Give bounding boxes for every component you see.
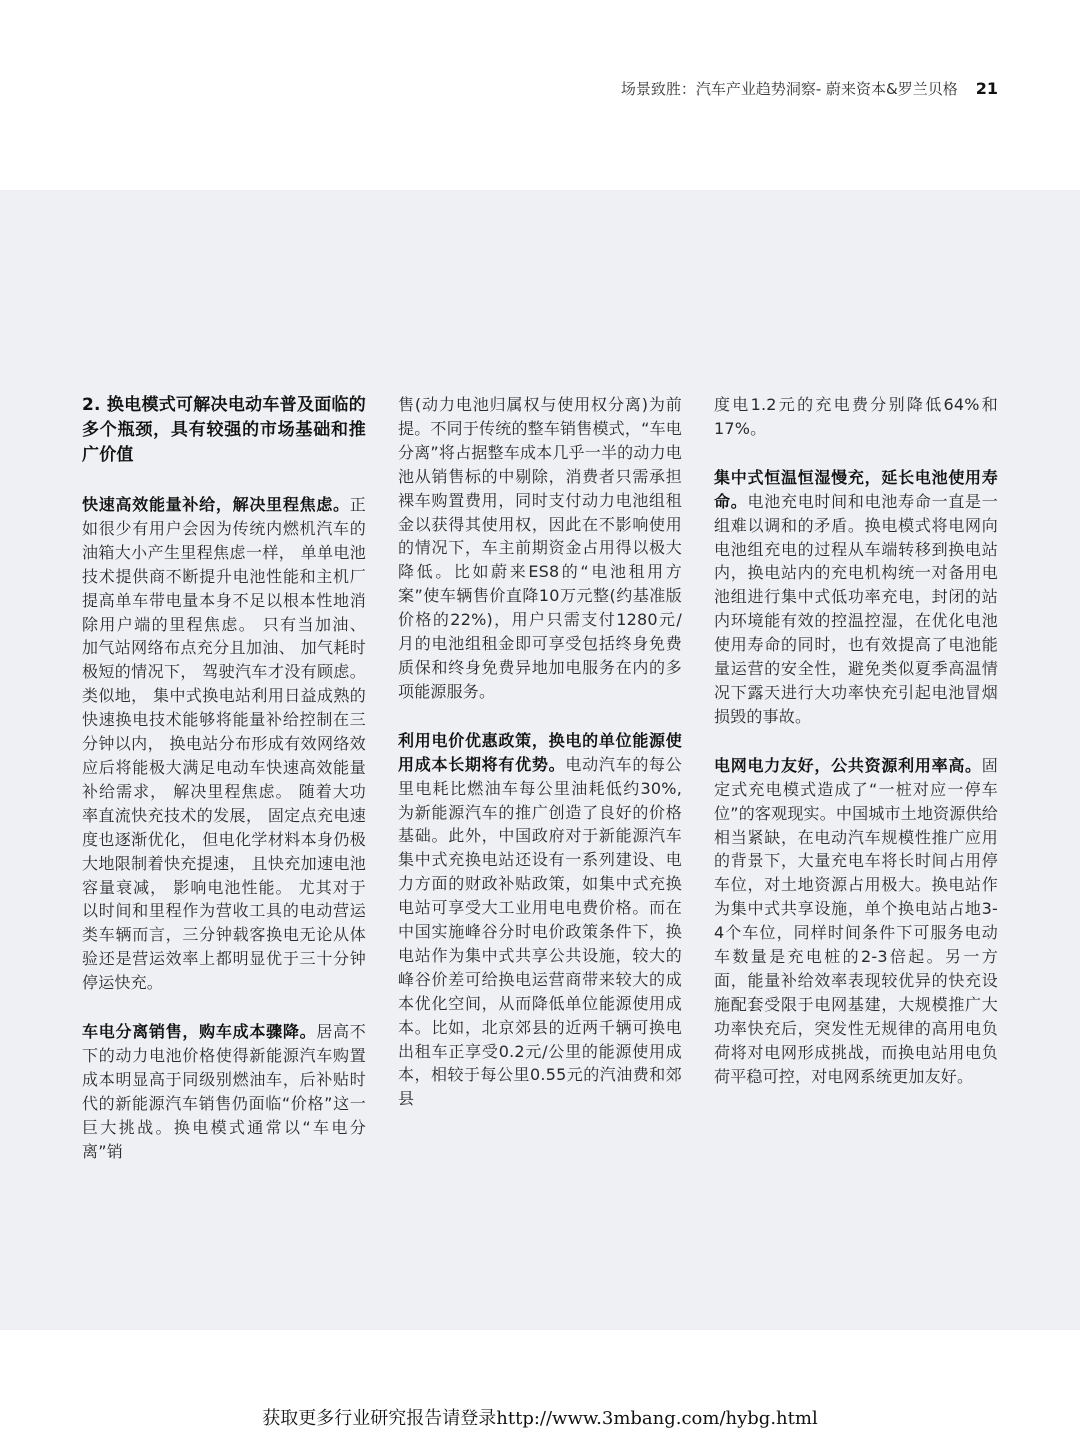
report-title: 场景致胜：汽车产业趋势洞察- 蔚来资本&罗兰贝格 [620, 79, 958, 98]
paragraph-electricity-price [398, 729, 682, 1112]
paragraph-lead: 快速高效能量补给，解决里程焦虑。 [82, 495, 350, 514]
page-number: 21 [975, 78, 998, 98]
paragraph-battery-separation-cont [398, 393, 682, 704]
paragraph-electricity-price-cont [714, 393, 998, 441]
paragraph-lead: 电网电力友好，公共资源利用率高。 [714, 755, 982, 775]
text-column-1 [82, 393, 366, 1188]
paragraph-body: 居高不下的动力电池价格使得新能源汽车购置成本明显高于同级别燃油车，后补贴时代的新能源汽车销售仍面临“价格”这一巨大挑战。换电模式通常以“车电分离”销 [82, 1022, 366, 1161]
paragraph-lead: 车电分离销售，购车成本骤降。 [82, 1022, 317, 1042]
paragraph-lead: 集中式恒温恒湿慢充，延长电池使用寿命。 [714, 467, 998, 511]
paragraph-battery-separation [82, 1020, 366, 1163]
paragraph-grid-friendly [714, 754, 998, 1089]
paragraph-body: 电动汽车的每公里电耗比燃油车每公里油耗低约30%,为新能源汽车的推广创造了良好的价格基础。此外，中国政府对于新能源汽车集中式充换电站还设有一系列建设、电力方面的财政补贴政策，如集中式充换电站可享受大工业用电电费价格。而在中国实施峰谷分时电价政策条件下，换电站作为集中式共享公共设施，较大的峰谷价差可给换电运营商带来较大的成本优化空间，从而降低单位能源使用成本。比如，北京郊县的近两千辆可换电出租车正享受0.2元/公里的能源使用成本，相较于每公里0.55元的汽油费和郊县 [398, 754, 682, 1109]
paragraph-body: 固定式充电模式造成了“一桩对应一停车位”的客观现实。中国城市土地资源供给相当紧缺，在电动汽车规模性推广应用的背景下，大量充电车将长时间占用停车位，对土地资源占用极大。换电站作为集中式共享设施，单个换电站占地3-4个车位，同样时间条件下可服务电动车数量是充电桩的2-3倍起。另一方面，能量补给效率表现较优异的快充设施配套受限于电网基建，大规模推广大功率快充后，突发性无规律的高用电负荷将对电网形成挑战，而换电站用电负荷平稳可控，对电网系统更加友好。 [714, 755, 998, 1086]
paragraph-body: 度电1.2元的充电费分别降低64%和17%。 [714, 395, 998, 438]
footer-link-text: 获取更多行业研究报告请登录http://www.3mbang.com/hybg.html [262, 1408, 818, 1429]
page-header [621, 76, 998, 100]
paragraph-body: 电池充电时间和电池寿命一直是一组难以调和的矛盾。换电模式将电网向电池组充电的过程从车端转移到换电站内，换电站内的充电机构统一对备用电池组进行集中式低功率充电，封闭的站内环境能有效的控温控湿，在优化电池使用寿命的同时，也有效提高了电池能量运营的安全性，避免类似夏季高温情况下露天进行大功率快充引起电池冒烟损毁的事故。 [714, 491, 998, 726]
text-column-2 [398, 393, 682, 1136]
paragraph-body: 正如很少有用户会因为传统内燃机汽车的油箱大小产生里程焦虑一样， 单单电池技术提供商不断提升电池性能和主机厂提高单车带电量本身不足以根本性地消除用户端的里程焦虑。 只有当加油、 加气站网络布点充分且加油、 加气耗时极短的情况下， 驾驶汽车才没有顾虑。 类似地， 集中式换电站利用日益成熟的快速换电技术能够将能量补给控制在三分钟以内， 换电站分布形成有效网络效应后将能极大满足电动车快速高效能量补给需求， 解决里程焦虑。 随着大功率直流快充技术的发展， 固定点充电速度也逐渐优化， 但电化学材料本身仍极大地限制着快充提速， 且快充加速电池容量衰减， 影响电池性能。 尤其对于以时间和里程作为营收工具的电动营运类车辆而言，三分钟载客换电无论从体验还是营运效率上都明显优于三十分钟停运快充。 [82, 495, 366, 993]
section-heading: 2. 换电模式可解决电动车普及面临的多个瓶颈，具有较强的市场基础和推广价值 [82, 395, 366, 465]
paragraph-energy-supply [82, 493, 366, 995]
paragraph-slow-charging [714, 466, 998, 729]
paragraph-lead: 利用电价优惠政策，换电的单位能源使用成本长期将有优势。 [398, 730, 682, 774]
text-column-3 [714, 393, 998, 1113]
paragraph-body: 售(动力电池归属权与使用权分离)为前提。不同于传统的整车销售模式，“车电分离”将占据整车成本几乎一半的动力电池从销售标的中剔除，消费者只需承担裸车购置费用，同时支付动力电池组租金以获得其使用权，因此在不影响使用的情况下，车主前期资金占用得以极大降低。比如蔚来ES8的“电池租用方案”使车辆售价直降10万元整(约基准版价格的22%)，用户只需支付1280元/月的电池组租金即可享受包括终身免费质保和终身免费异地加电服务在内的多项能源服务。 [398, 395, 682, 701]
